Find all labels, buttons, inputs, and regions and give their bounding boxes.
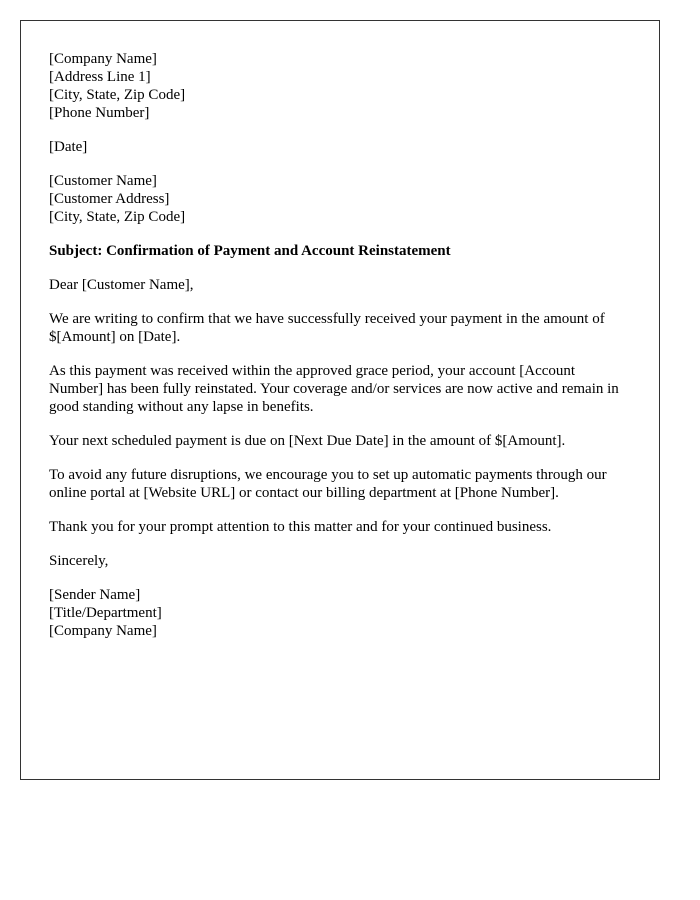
salutation: Dear [Customer Name],	[49, 277, 194, 293]
body-paragraph-payment-confirmation: We are writing to confirm that we have successfully received your payment in the amount of $[Amount] on [Date].	[49, 311, 605, 345]
recipient-address-block	[49, 172, 631, 226]
signature-title: [Title/Department]	[49, 605, 162, 621]
sender-address-line: [Address Line 1]	[49, 69, 151, 85]
letter-date: [Date]	[49, 139, 88, 155]
recipient-address: [Customer Address]	[49, 191, 170, 207]
body-paragraph-thank-you: Thank you for your prompt attention to this matter and for your continued business.	[49, 519, 552, 535]
recipient-name: [Customer Name]	[49, 173, 157, 189]
body-paragraph-automatic-payments: To avoid any future disruptions, we encourage you to set up automatic payments through our online portal at [Website URL] or contact our billing department at [Phone Number].	[49, 467, 607, 501]
letter-page	[20, 20, 660, 780]
sender-address-block	[49, 50, 631, 122]
closing: Sincerely,	[49, 553, 109, 569]
body-paragraph-next-payment: Your next scheduled payment is due on [Next Due Date] in the amount of $[Amount].	[49, 433, 566, 449]
sender-company-name: [Company Name]	[49, 51, 157, 67]
recipient-city-state-zip: [City, State, Zip Code]	[49, 209, 186, 225]
signature-name: [Sender Name]	[49, 587, 141, 603]
body-paragraph-reinstatement: As this payment was received within the approved grace period, your account [Account Number] has been fully reinstated. Your coverage and/or services are now active and remain in good standing without any lapse in benefits.	[49, 363, 619, 415]
signature-company: [Company Name]	[49, 623, 157, 639]
letter-subject: Subject: Confirmation of Payment and Account Reinstatement	[49, 243, 451, 259]
sender-city-state-zip: [City, State, Zip Code]	[49, 87, 186, 103]
signature-block	[49, 586, 631, 640]
sender-phone: [Phone Number]	[49, 105, 150, 121]
